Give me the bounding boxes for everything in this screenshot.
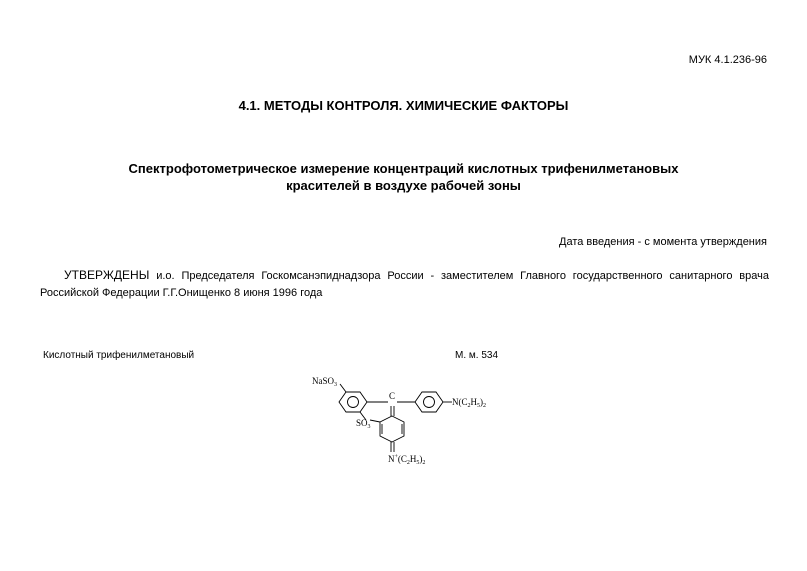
right-ring-aromatic-circle — [424, 397, 435, 408]
structural-formula — [300, 370, 520, 475]
left-ring-aromatic-circle — [348, 397, 359, 408]
section-title: 4.1. МЕТОДЫ КОНТРОЛЯ. ХИМИЧЕСКИЕ ФАКТОРЫ — [238, 98, 569, 113]
document-code: МУК 4.1.236-96 — [688, 54, 767, 66]
left-benzene-ring — [339, 392, 367, 412]
label-naso3: NaSO$_3$ — [312, 376, 337, 388]
approval-lead: УТВЕРЖДЕНЫ — [64, 268, 150, 282]
molar-mass: М. м. 534 — [455, 350, 499, 361]
label-bottom-amine: $N^+(C_2H_5)_2$ — [388, 454, 426, 466]
right-benzene-ring — [415, 392, 443, 412]
label-central-carbon: C — [389, 391, 396, 401]
label-so3: $SO_3^-$ — [356, 418, 373, 430]
quinoid-ring — [380, 416, 404, 442]
document-title-line-2: красителей в воздухе рабочей зоны — [286, 178, 521, 193]
bond-naso3 — [340, 384, 346, 392]
approval-text: и.о. Председателя Госкомсанэпиднадзора России - заместителем Главного государственного санитарного врача Российской Федерации Г.Г.Онищенко 8 июня 1996 года — [40, 270, 769, 299]
introduction-date: Дата введения - с момента утверждения — [559, 236, 767, 248]
label-right-amine: $N(C_2H_5)_2$ — [452, 397, 486, 409]
approval-paragraph — [40, 267, 769, 302]
document-title-line-1: Спектрофотометрическое измерение концентраций кислотных трифенилметановых — [128, 161, 679, 176]
substance-name: Кислотный трифенилметановый — [43, 350, 195, 361]
document-title — [100, 160, 707, 194]
